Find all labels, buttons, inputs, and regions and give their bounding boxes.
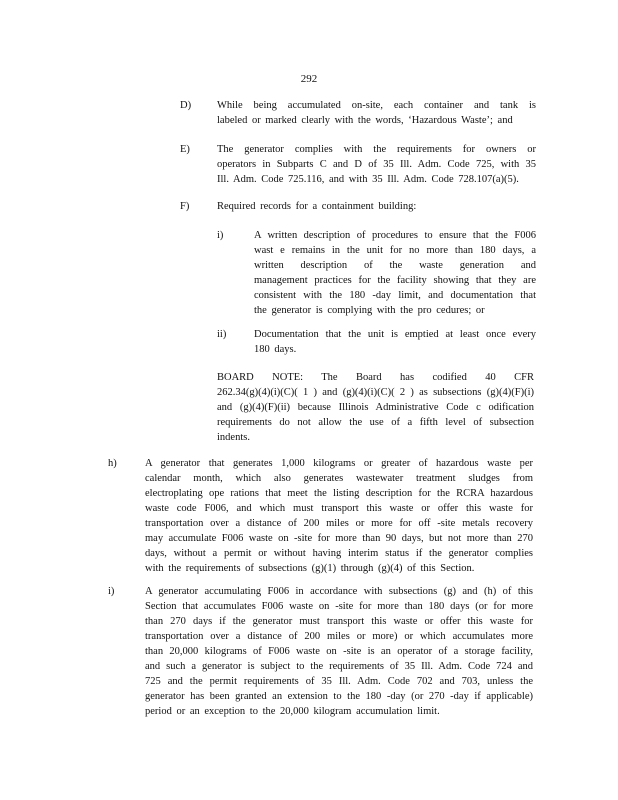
- text-line: labeled or marked clearly with the words, ‘Hazardous Waste’; and: [217, 115, 513, 126]
- text-line: consistent with the 180 -day limit, and documentation that: [254, 290, 536, 301]
- paragraph-text: [217, 199, 536, 214]
- list-marker: ii): [217, 329, 227, 340]
- paragraph-text: [217, 98, 536, 128]
- text-line: transportation over a distance of 200 miles or more) or which accumulates more: [145, 631, 533, 642]
- text-line: than 270 days if the generator must transport this waste or offer this waste for: [145, 616, 533, 627]
- paragraph-f-ii: [217, 327, 536, 357]
- text-line: waste code F006, and which must transport this waste or offer this waste for: [145, 503, 533, 514]
- paragraph-e: [180, 142, 536, 187]
- text-line: than 20,000 kilograms of F006 waste on -site is an operator of a storage facility,: [145, 646, 533, 657]
- text-line: Section that accumulates F006 waste on -site for more than 180 days (or for more: [145, 601, 533, 612]
- list-marker: h): [108, 458, 117, 469]
- list-marker: F): [180, 201, 190, 212]
- text-line: requirements do not allow the use of a fifth level of subsection: [217, 417, 534, 428]
- text-line: transportation over a distance of 200 miles or more for off -site metals recovery: [145, 518, 533, 529]
- text-line: and (g)(4)(F)(ii) because Illinois Administrative Code c odification: [217, 402, 534, 413]
- text-line: 180 days.: [254, 344, 297, 355]
- list-marker: i): [217, 230, 224, 241]
- text-line: may accumulate F006 waste on -site for more than 90 days, but not more than 270: [145, 533, 533, 544]
- text-line: period or an exception to the 20,000 kilogram accumulation limit.: [145, 706, 440, 717]
- paragraph-text: [254, 228, 536, 318]
- text-line: 262.34(g)(4)(i)(C)( 1 ) and (g)(4)(i)(C)( 2 ) as subsections (g)(4)(F)(i): [217, 387, 534, 398]
- paragraph-h: [108, 456, 534, 576]
- page-number: 292: [300, 73, 318, 85]
- text-line: wast e remains in the unit for no more than 180 days, a: [254, 245, 536, 256]
- paragraph-i: [108, 584, 534, 719]
- text-line: generator has been granted an extension to the 180 -day (or 270 -day if applicable): [145, 691, 533, 702]
- text-line: Documentation that the unit is emptied at least once every: [254, 329, 536, 340]
- paragraph-text: [254, 327, 536, 357]
- text-line: Required records for a containment building:: [217, 201, 417, 212]
- paragraph-d: [180, 98, 536, 128]
- text-line: 725 and the permit requirements of 35 Ill. Adm. Code 702 and 703, unless the: [145, 676, 533, 687]
- text-line: operators in Subparts C and D of 35 Ill. Adm. Code 725, with 35: [217, 159, 536, 170]
- text-line: indents.: [217, 432, 250, 443]
- text-line: BOARD NOTE: The Board has codified 40 CFR: [217, 372, 534, 383]
- list-marker: E): [180, 144, 190, 155]
- paragraph-text: [217, 142, 536, 187]
- text-line: the generator is complying with the pro cedures; or: [254, 305, 485, 316]
- paragraph-f-i: [217, 228, 536, 318]
- text-line: and such a generator is subject to the requirements of 35 Ill. Adm. Code 724 and: [145, 661, 533, 672]
- text-line: electroplating ope rations that meet the listing description for the RCRA hazardous: [145, 488, 533, 499]
- text-line: While being accumulated on-site, each container and tank is: [217, 100, 536, 111]
- text-line: with the requirements of subsections (g)(1) through (g)(4) of this Section.: [145, 563, 475, 574]
- text-line: The generator complies with the requirements for owners or: [217, 144, 536, 155]
- list-marker: D): [180, 100, 192, 111]
- text-line: Ill. Adm. Code 725.116, and with 35 Ill. Adm. Code 728.107(a)(5).: [217, 174, 519, 185]
- paragraph-text: [145, 584, 533, 719]
- list-marker: i): [108, 586, 115, 597]
- text-line: calendar month, which also generates wastewater treatment sludges from: [145, 473, 533, 484]
- text-line: written description of the waste generation and: [254, 260, 536, 271]
- text-line: days, without a permit or without having interim status if the generator complies: [145, 548, 533, 559]
- text-line: management practices for the facility showing that they are: [254, 275, 536, 286]
- text-line: A generator that generates 1,000 kilograms or greater of hazardous waste per: [145, 458, 533, 469]
- text-line: A generator accumulating F006 in accordance with subsections (g) and (h) of this: [145, 586, 533, 597]
- text-line: A written description of procedures to ensure that the F006: [254, 230, 536, 241]
- board-note: [217, 370, 534, 445]
- paragraph-text: [145, 456, 533, 576]
- paragraph-f: [180, 199, 536, 214]
